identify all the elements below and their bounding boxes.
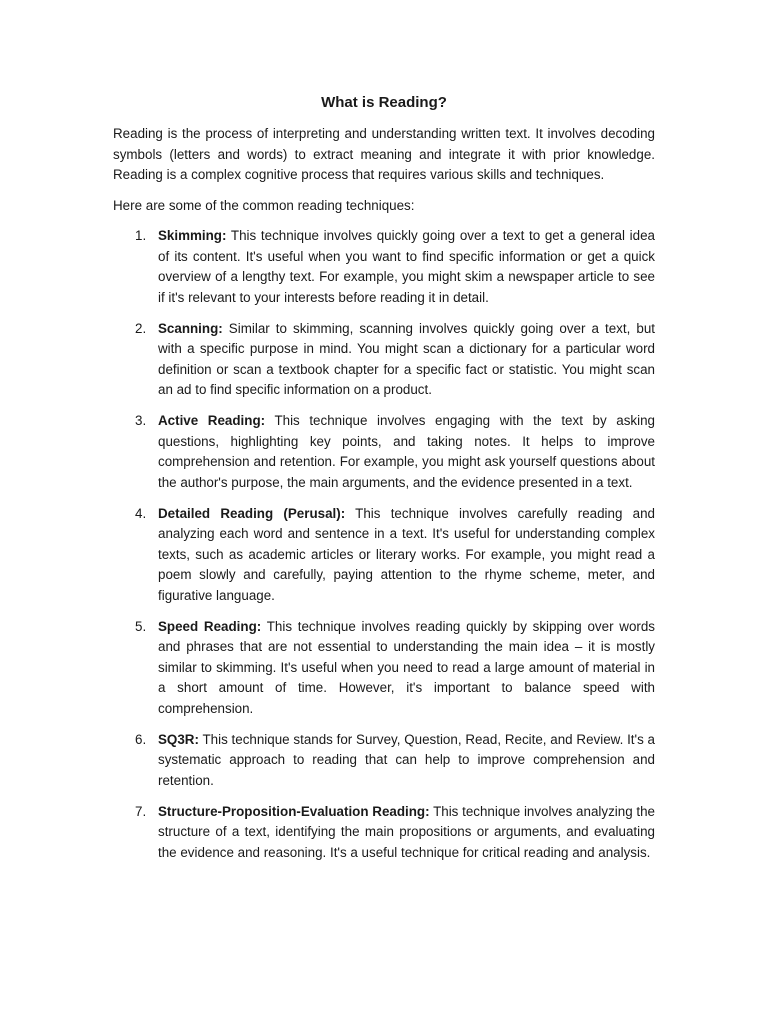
list-item-scanning xyxy=(113,319,655,401)
list-item-number: 5. xyxy=(135,618,147,634)
document-title: What is Reading? xyxy=(321,94,447,111)
list-item-text: This technique involves engaging with the text by asking questions, highlighting key points, and taking notes. It helps to improve comprehension and retention. For example, you might ask yourself questions about the author's purpose, the main arguments, and the evidence presented in a text. xyxy=(158,413,655,490)
list-item-active-reading xyxy=(113,411,655,493)
list-lead-paragraph: Here are some of the common reading techniques: xyxy=(113,197,415,213)
list-item-text: Similar to skimming, scanning involves quickly going over a text, but with a specific purpose in mind. You might scan a dictionary for a particular word definition or scan a textbook chapter for a specific fact or statistic. You might scan an ad to find specific information on a product. xyxy=(158,320,655,397)
list-item-number: 1. xyxy=(135,228,147,243)
intro-paragraph: Reading is the process of interpreting and understanding written text. It involves decoding symbols (letters and words) to extract meaning and integrate it with prior knowledge. Reading is a complex cognitive process that requires various skills and techniques. xyxy=(113,126,655,182)
list-item-number: 7. xyxy=(135,803,147,819)
list-item-term: Active Reading: xyxy=(158,413,266,428)
list-item-term: Detailed Reading (Perusal): xyxy=(158,505,346,521)
list-item-number: 4. xyxy=(135,505,147,521)
list-item-term: Speed Reading: xyxy=(158,618,262,634)
techniques-list xyxy=(113,226,655,863)
list-item-text: This technique involves reading quickly by skipping over words and phrases that are not essential to understanding the main idea – it is mostly similar to skimming. It's useful when you need to read a large amount of material in a short amount of time. However, it's important to balance speed with comprehension. xyxy=(158,618,655,716)
list-item-sq3r xyxy=(113,730,655,792)
list-item-term: Skimming: xyxy=(158,228,227,243)
document-page xyxy=(113,92,655,874)
list-item-skimming xyxy=(113,226,655,308)
list-item-spe-reading xyxy=(113,802,655,864)
list-item-number: 3. xyxy=(135,413,147,428)
list-item-text: This technique involves analyzing the structure of a text, identifying the main propositions or arguments, and evaluating the evidence and reasoning. It's a useful technique for critical reading and analysis. xyxy=(158,803,655,860)
list-item-text: This technique involves quickly going over a text to get a general idea of its content. It's useful when you want to find specific information or get a quick overview of a lengthy text. For example, you might skim a newspaper article to see if it's relevant to your interests before reading it in detail. xyxy=(158,228,655,305)
list-item-text: This technique involves carefully reading and analyzing each word and sentence in a text. It's useful for understanding complex texts, such as academic articles or literary works. For example, you might read a poem slowly and carefully, paying attention to the rhyme scheme, meter, and figurative language. xyxy=(158,505,656,603)
list-item-detailed-reading xyxy=(113,504,655,607)
list-item-term: Scanning: xyxy=(158,320,223,336)
list-item-speed-reading xyxy=(113,617,655,720)
list-item-text: This technique stands for Survey, Question, Read, Recite, and Review. It's a systematic approach to reading that can help to improve comprehension and retention. xyxy=(158,731,655,788)
list-item-term: SQ3R: xyxy=(158,731,199,747)
list-item-number: 6. xyxy=(135,731,147,747)
list-item-term: Structure-Proposition-Evaluation Reading: xyxy=(158,803,430,819)
list-item-number: 2. xyxy=(135,320,147,336)
